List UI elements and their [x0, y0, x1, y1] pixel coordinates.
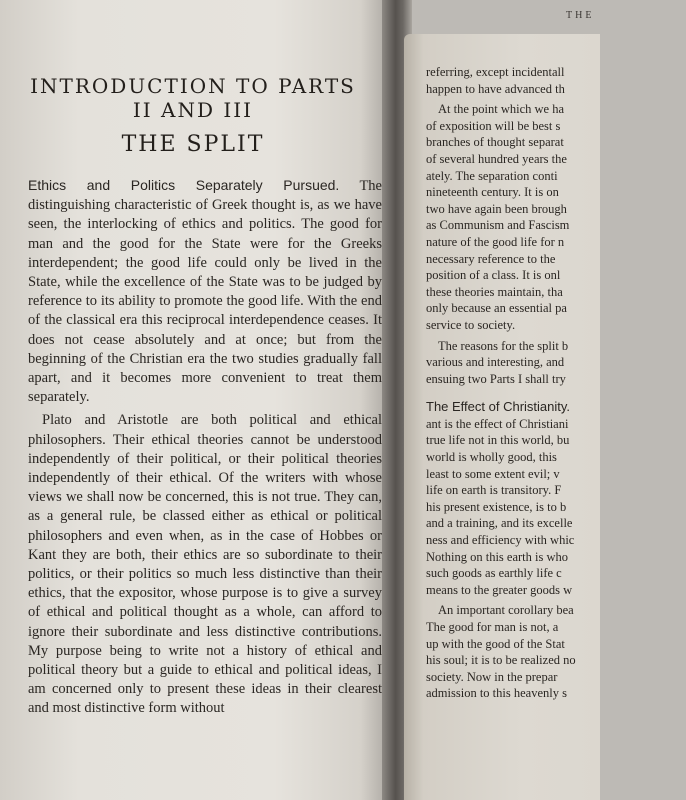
paragraph-1-text: The distinguishing characteristic of Greek thought is, as we have seen, the interlocking of ethics and politics. The good for man and the good for the State were for the Greeks interdependent; the good life could only be lived in the State, while the excellence of the State was to be judged by reference to its ability to promote the good life. With the end of the classical era this reciprocal interdependence ceases. It does not cease absolutely and at once; but from the beginning of the Christian era the two studies gradually fall apart, and it becomes more convenient to treat them separately. [28, 178, 382, 406]
text-line: At the point which we ha [438, 102, 565, 117]
heading-line-1: INTRODUCTION TO PARTS [30, 74, 356, 98]
right-block-a [426, 64, 686, 97]
text-line: position of a class. It is onl [426, 268, 561, 283]
text-line: least to some extent evil; v [426, 466, 560, 481]
text-line: An important corollary bea [438, 603, 574, 618]
running-head: THE [566, 10, 595, 21]
right-block-e [426, 602, 686, 702]
section-title: Ethics and Politics Separately Pursued. [28, 177, 340, 193]
text-line: ant is the effect of Christiani [426, 416, 569, 431]
left-body [28, 176, 382, 719]
text-line: The good for man is not, a [426, 620, 559, 634]
text-line: society. Now in the prepar [426, 669, 558, 684]
text-line: of several hundred years the [426, 151, 567, 166]
text-line: service to society. [426, 317, 516, 332]
text-line: Nothing on this earth is who [426, 549, 569, 564]
text-line: as Communism and Fascism [426, 218, 570, 233]
right-section-title: The Effect of Christianity. [426, 399, 571, 415]
text-line: referring, except incidentall [426, 65, 565, 79]
right-block-b [426, 101, 686, 333]
text-line: up with the good of the Stat [426, 636, 565, 651]
text-line: ness and efficiency with whic [426, 533, 575, 548]
text-line: admission to this heavenly s [426, 686, 567, 701]
heading-line-2: II AND III [132, 98, 254, 122]
text-line: ately. The separation conti [426, 168, 558, 183]
text-line: only because an essential pa [426, 301, 567, 316]
text-line: happen to have advanced th [426, 81, 565, 96]
chapter-heading [28, 74, 358, 122]
text-line: of exposition will be best s [426, 118, 561, 133]
text-line: such goods as earthly life c [426, 566, 562, 581]
text-line: nature of the good life for n [426, 234, 565, 249]
text-line: true life not in this world, bu [426, 433, 570, 448]
paragraph-2: Plato and Aristotle are both political and ethical philosophers. Their ethical theories cannot be understood independently of their political, or their political theories independently of their ethical. Of the writers with whose views we shall now be concerned, this is not true. They can, as a general rule, be classed either as ethical or political philosophers and even when, as in the case of Hobbes or Kant they are both, their ethics are so subordinate to their politics, or their politics so much less distinctive than their ethics, that the expositor, whose purpose is to give a survey of ethical and political thought as a whole, can afford to ignore their subordinate and less distinctive contributions. My purpose being to write not a history of ethical and political theory but a guide to ethical and political ideas, I am concerned only to present these ideas in their clearest and most distinctive form without [28, 412, 382, 717]
text-line: world is wholly good, this [426, 450, 557, 465]
text-line: branches of thought separat [426, 135, 564, 150]
text-line: and a training, and its excelle [426, 516, 573, 531]
text-line: The reasons for the split b [438, 338, 569, 353]
text-line: these theories maintain, tha [426, 284, 563, 299]
text-line: his present existence, is to b [426, 499, 567, 514]
right-block-d [426, 416, 686, 599]
right-page [404, 10, 600, 800]
text-line: necessary reference to the [426, 251, 556, 266]
text-line: two have again been brough [426, 201, 567, 216]
text-line: ensuing two Parts I shall try [426, 371, 566, 386]
subheading: THE SPLIT [121, 132, 265, 157]
text-line: his soul; it is to be realized no [426, 653, 576, 668]
paragraph-1 [28, 176, 382, 407]
text-line: various and interesting, and [426, 355, 565, 370]
text-line: life on earth is transitory. F [426, 483, 562, 498]
text-line: means to the greater goods w [426, 582, 573, 597]
right-block-c [426, 338, 686, 388]
right-body [426, 64, 686, 702]
text-line: nineteenth century. It is on [426, 185, 559, 200]
